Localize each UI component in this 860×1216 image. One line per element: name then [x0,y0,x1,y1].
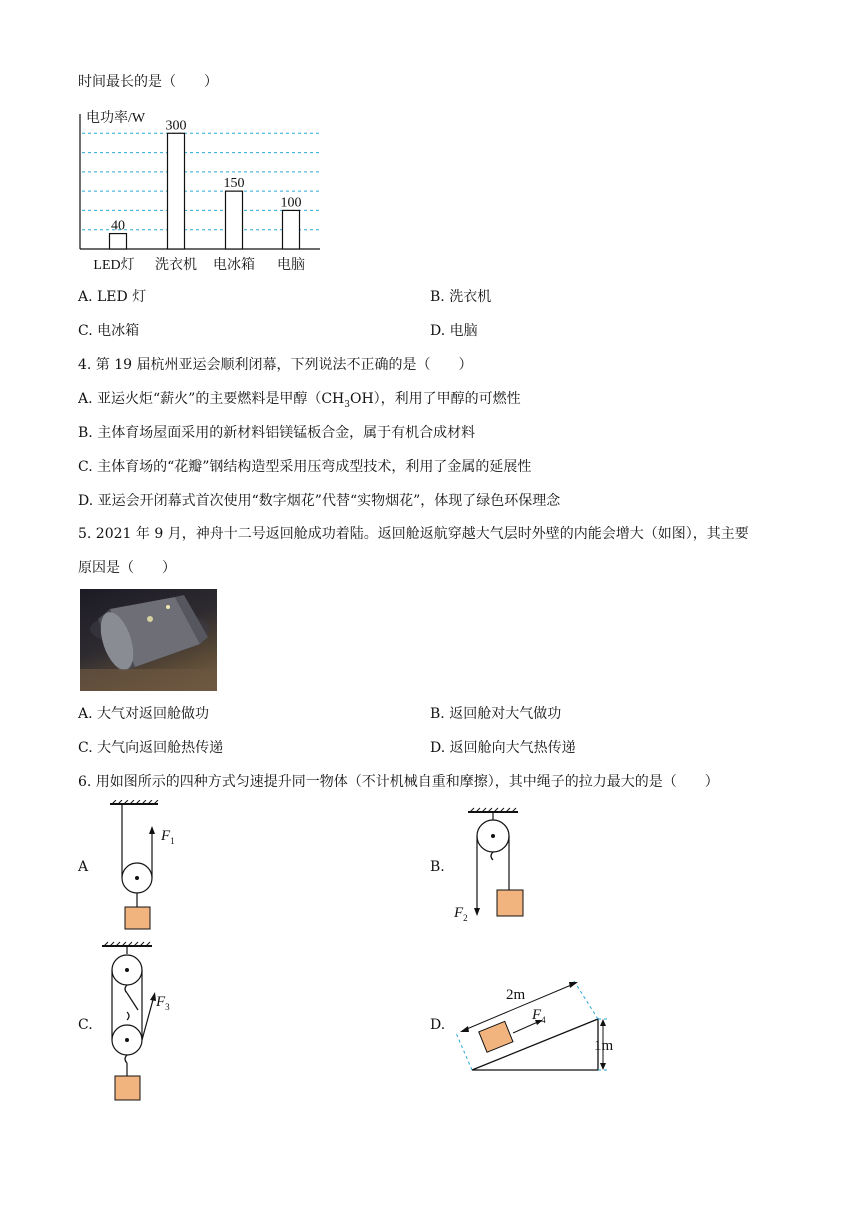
pulley-diagram-b [448,806,538,928]
bar-value-label: 300 [165,118,187,134]
pulley-diagram-a [98,800,198,936]
q5-option-b[interactable]: B. 返回舱对大气做功 [430,706,562,722]
q6-option-b-label[interactable]: B. [430,859,445,875]
q4-option-a-text: A. 亚运火炬“薪火”的主要燃料是甲醇（CH [78,391,345,407]
x-tick-label: 洗衣机 [155,258,197,273]
incline-length-label: 2m [506,987,526,1003]
q6-option-c-label[interactable]: C. [78,1017,93,1033]
x-tick-label: 电冰箱 [213,258,255,273]
power-bar-chart [70,102,335,277]
q4-option-a-text-end: OH），利用了甲醇的可燃性 [349,391,521,407]
return-capsule-image [80,589,217,691]
q6-stem: 6. 用如图所示的四种方式匀速提升同一物体（不计机械自重和摩擦），其中绳子的拉力最大的是（ ） [78,774,719,790]
bar-value-label: 40 [111,218,125,234]
q5-stem-line2: 原因是（ ） [78,560,176,576]
bar-value-label: 100 [280,195,302,211]
q4-option-b[interactable]: B. 主体育场屋面采用的新材料铝镁锰板合金，属于有机合成材料 [78,425,476,441]
load-box [125,907,150,929]
q6-option-d-label[interactable]: D. [430,1017,446,1033]
bar-3 [226,191,243,249]
q5-option-a[interactable]: A. 大气对返回舱做功 [78,706,210,722]
q3-option-a[interactable]: A. LED 灯 [78,289,147,305]
q5-option-c[interactable]: C. 大气向返回舱热传递 [78,740,224,756]
svg-text:F1: $F_1$ [161,828,175,846]
svg-text:F3: $F_3$ [156,994,170,1012]
q4-stem: 4. 第 19 届杭州亚运会顺利闭幕，下列说法不正确的是（ ） [78,357,473,373]
bar-2 [168,133,185,249]
x-tick-label: LED灯 [93,258,135,273]
bar-4 [283,210,300,249]
load-box [497,890,523,916]
load-box [115,1076,140,1100]
incline-diagram-d [448,975,618,1075]
q4-option-a[interactable] [78,389,521,415]
q3-option-b[interactable]: B. 洗衣机 [430,289,492,305]
q4-option-d[interactable]: D. 亚运会开闭幕式首次使用“数字烟花”代替“实物烟花”，体现了绿色环保理念 [78,493,561,509]
y-axis-label: 电功率/W [86,111,146,126]
capsule-photo [80,589,217,691]
formula-subscript: 3 [344,399,350,410]
x-tick-label: 电脑 [277,258,305,273]
svg-text:F4: $F_4$ [532,1007,546,1025]
q5-stem-line1: 5. 2021 年 9 月，神舟十二号返回舱成功着陆。返回舱返航穿越大气层时外壁的内能会增大（如图），其主要 [78,526,749,542]
bar-value-label: 150 [223,176,245,192]
pulley-diagram-c [98,940,188,1106]
q5-option-d[interactable]: D. 返回舱向大气热传递 [430,740,576,756]
q3-option-c[interactable]: C. 电冰箱 [78,323,140,339]
svg-text:F2: $F_2$ [454,905,468,923]
q4-option-c[interactable]: C. 主体育场的“花瓣”钢结构造型采用压弯成型技术，利用了金属的延展性 [78,459,532,475]
incline-height-label: 1m [594,1038,614,1054]
q3-option-d[interactable]: D. 电脑 [430,323,478,339]
load-box [479,1021,513,1052]
q3-stem-tail: 时间最长的是（ ） [78,74,218,90]
bar-1 [110,234,127,249]
q6-option-a-label[interactable]: A [78,859,89,875]
